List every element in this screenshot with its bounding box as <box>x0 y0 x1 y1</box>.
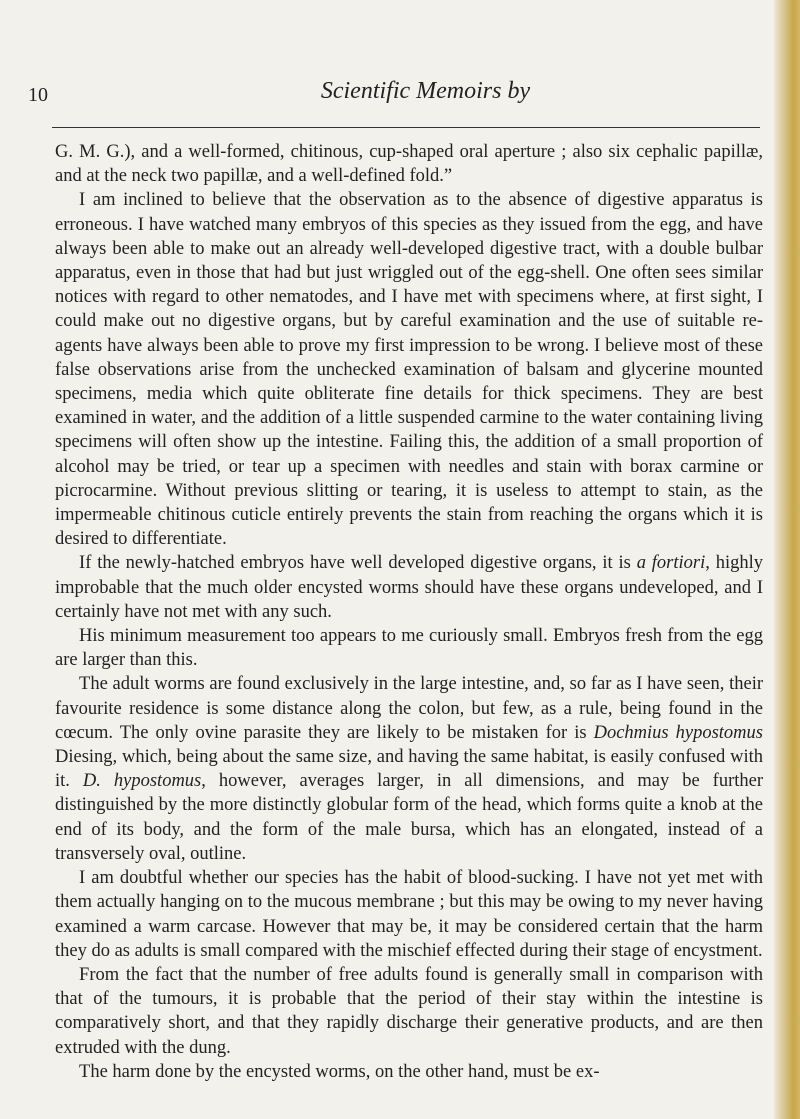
paragraph-encysted-worms: The harm done by the encysted worms, on the other hand, must be ex- <box>79 1061 600 1082</box>
italic-text: a fortiori <box>636 553 706 574</box>
italic-text: D. hypostomus <box>82 771 202 792</box>
paragraph-embryos <box>55 551 763 624</box>
running-title: Scientific Memoirs by <box>320 78 531 104</box>
body-text <box>55 140 763 1084</box>
paragraph-free-adults: From the fact that the number of free adults found is generally small in comparison with that of the tumours, it is probable that the period of their stay within the intestine is comparatively short, and that they rapidly discharge their generative products, and are then extruded with the dung. <box>55 964 763 1058</box>
paragraph-measurement: His minimum measurement too appears to me curiously small. Embryos fresh from the egg are larger than this. <box>55 626 763 671</box>
paragraph-blood-sucking: I am doubtful whether our species has the habit of blood-sucking. I have not yet met with them actually hanging on to the mucous membrane ; but this may be owing to my never having examined a warm carcase. However that may be, it may be considered certain that the harm they do as adults is small compared with the mischief effected during their stage of encystment. <box>55 868 763 961</box>
header-rule <box>52 127 760 128</box>
text-run: , however, averages larger, in all dimensions, and may be further distinguished by the more distinctly globular form of the head, which forms quite a knob at the end of its body, and the form of the male bursa, which has an elongated, instead of a transversely oval, outline. <box>55 771 763 864</box>
page-number: 10 <box>28 84 48 106</box>
text-run: , highly improbable that the much older encysted worms should have these organs undeveloped, and I certainly have not met with any such. <box>55 553 763 622</box>
paragraph-digestive-apparatus: I am inclined to believe that the observation as to the absence of digestive apparatus is erroneous. I have watched many embryos of this species as they issued from the egg, and have always been able to make out an already well-developed digestive tract, with a double bulbar apparatus, even in those that had but just wriggled out of the egg-shell. One often sees similar notices with regard to other nematodes, and I have met with specimens where, at first sight, I could make out no digestive organs, but by careful examination and the use of suitable re-agents have always been able to prove my first impression to be wrong. I believe most of these false observations arise from the unchecked examination of balsam and glycerine mounted specimens, media which quite obliterate fine details for thick specimens. They are best examined in water, and the addition of a little suspended carmine to the water containing living specimens will often show up the intestine. Failing this, the addition of a small proportion of alcohol may be tried, or tear up a specimen with needles and stain with borax carmine or picrocarmine. Without previous slitting or tearing, it is useless to attempt to stain, as the impermeable chitinous cuticle entirely prevents the stain from reaching the organs which it is desired to differentiate. <box>55 190 763 550</box>
page-header <box>28 78 763 118</box>
paragraph-continuation: G. M. G.), and a well-formed, chitinous, cup-shaped oral aperture ; also six cephalic papillæ, and at the neck two papillæ, and a well-defined fold.” <box>55 142 763 187</box>
text-run: Diesing, which, being about the same size, and having the same habitat, is easily confused with it. <box>55 747 763 792</box>
page-binding-edge <box>774 0 800 1119</box>
text-run: If the newly-hatched embryos have well developed digestive organs, it is <box>79 553 637 574</box>
italic-text: Dochmius hypostomus <box>593 722 763 743</box>
text-run: The adult worms are found exclusively in the large intestine, and, so far as I have seen, their favourite residence is some distance along the colon, but few, as a rule, being found in the cœcum. The only ovine parasite they are likely to be mistaken for is <box>55 674 763 743</box>
paragraph-adult-worms <box>55 672 763 866</box>
